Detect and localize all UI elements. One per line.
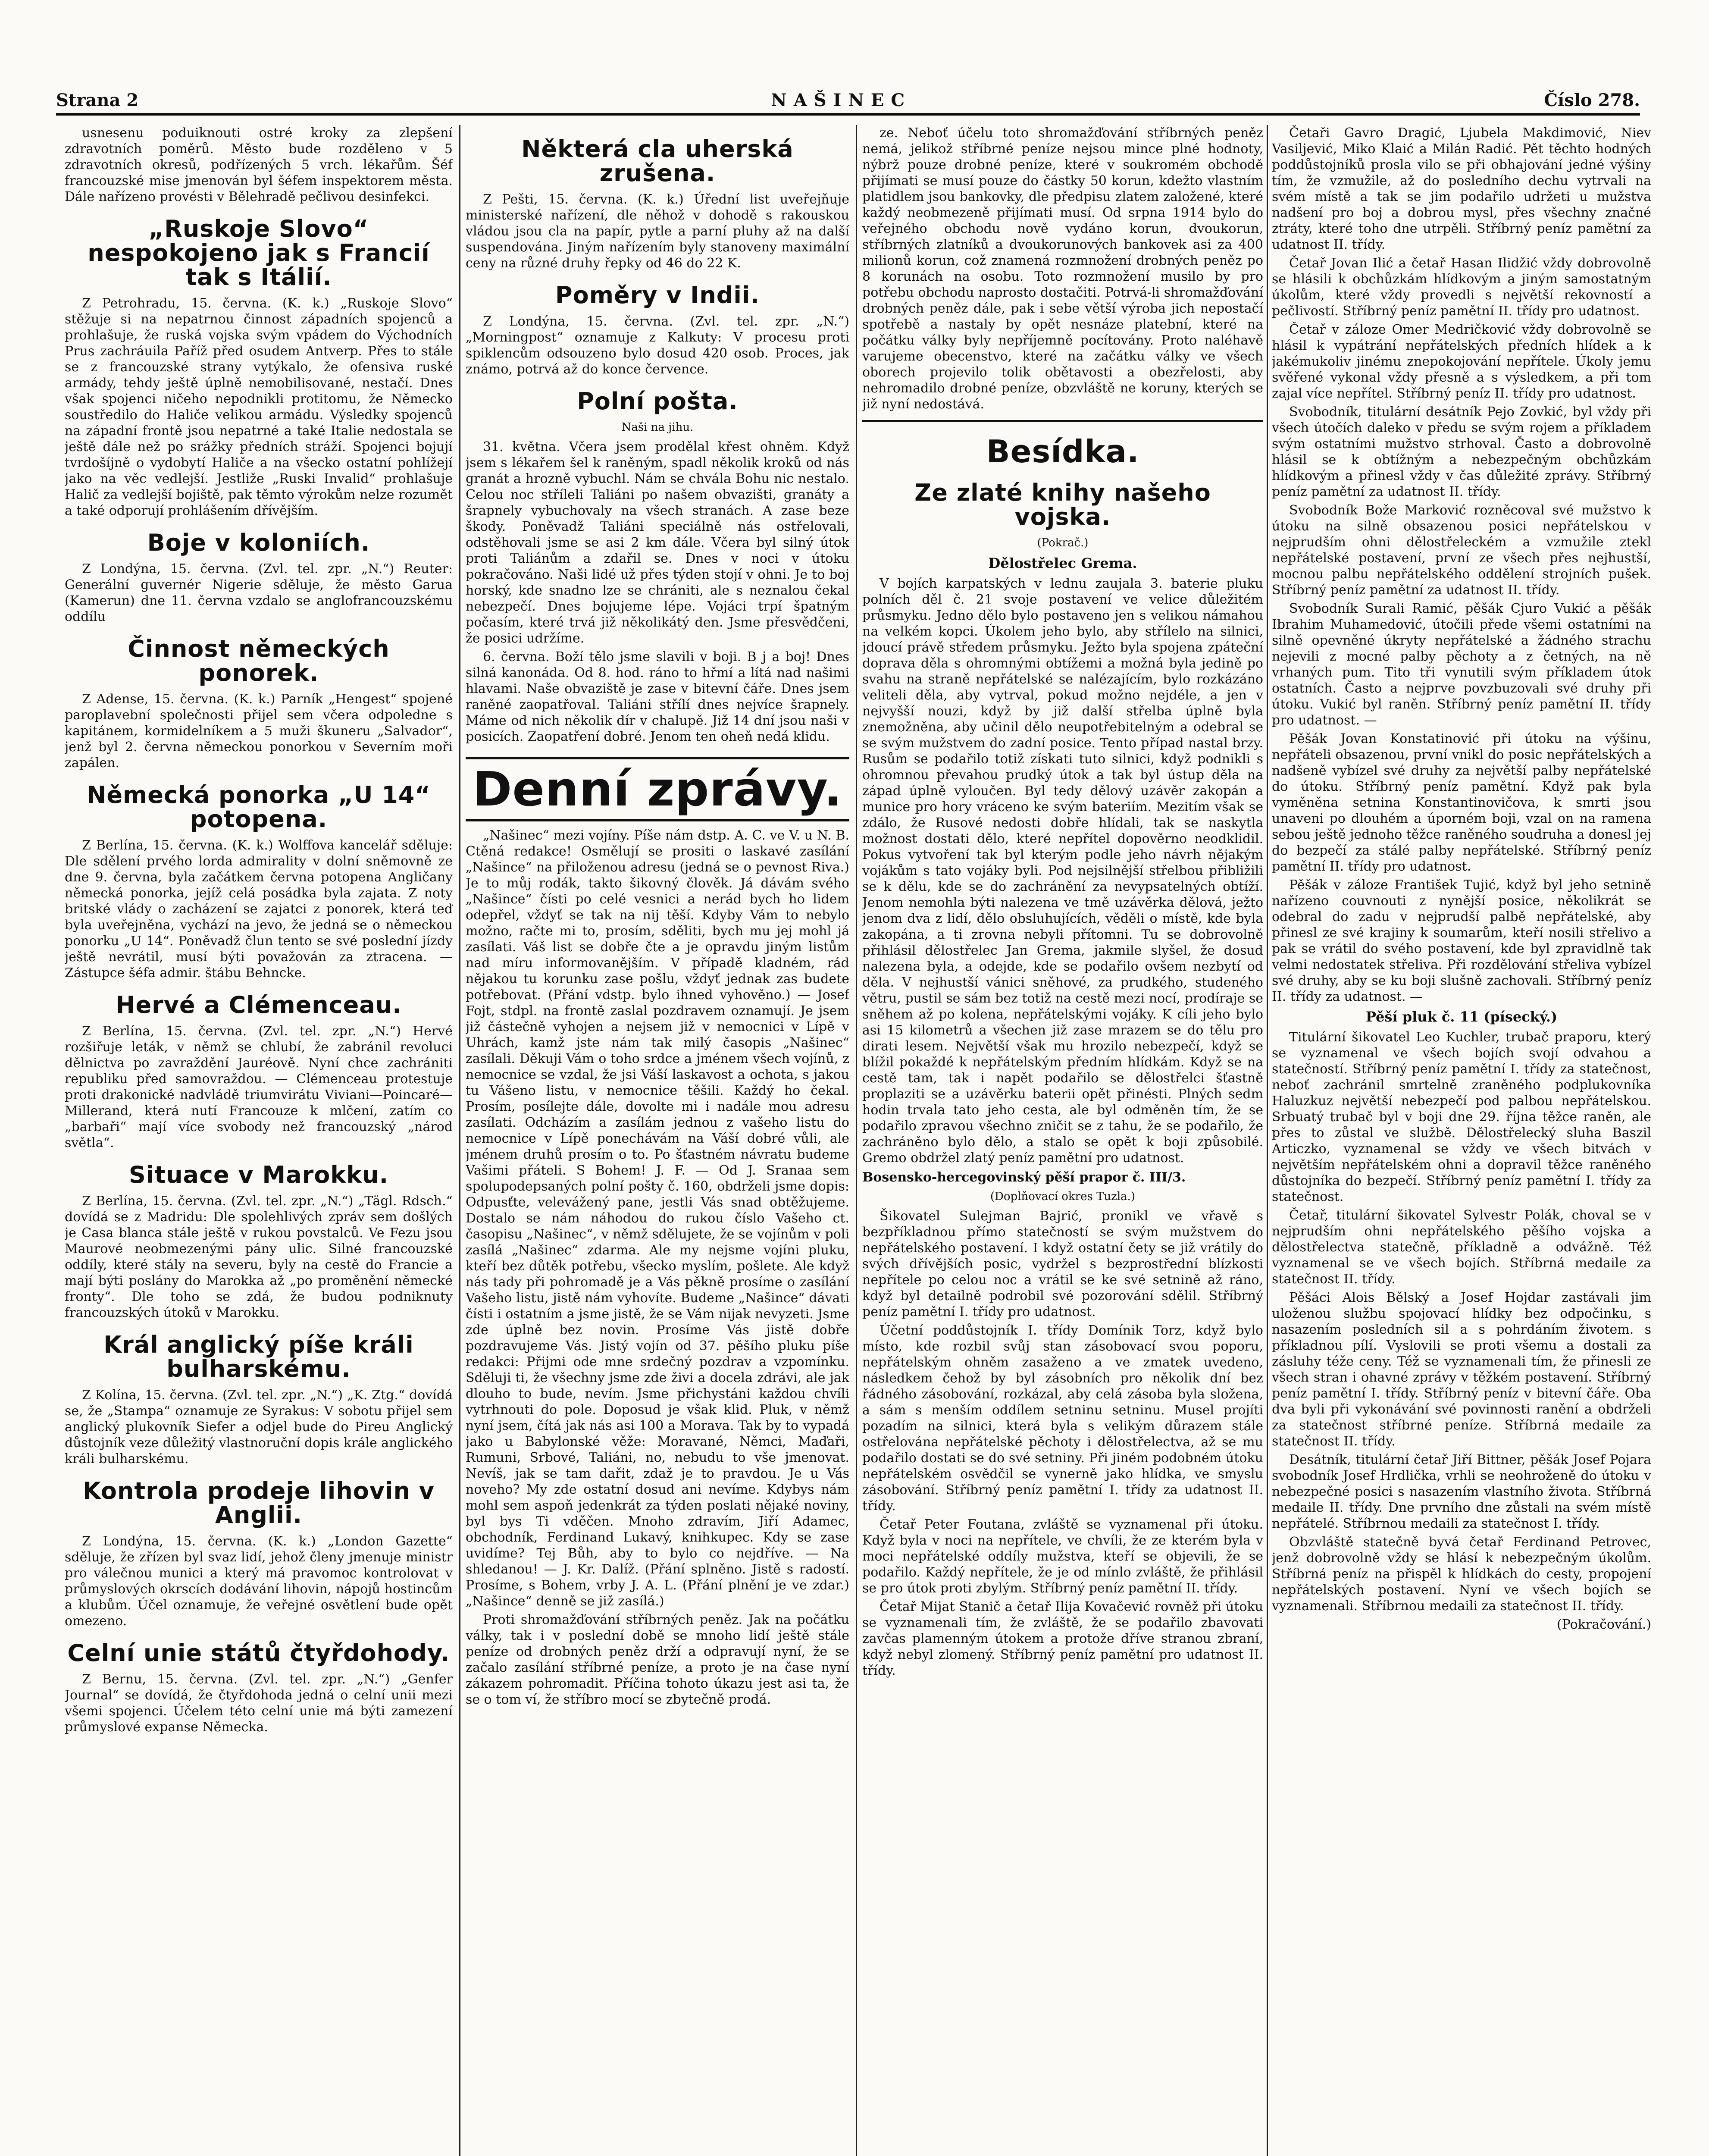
section-title-besidka: Besídka.	[986, 433, 1139, 470]
page-number: Strana 2	[56, 90, 139, 110]
headline: Hervé a Clémenceau.	[116, 991, 402, 1018]
article-text: Z Kolína, 15. června. (Zvl. tel. zpr. „N.“) „K. Ztg.“ dovídá se, že „Stampa“ oznamuje ze Syrakus: V sobotu přijel sem anglický plukovník Siefer a odjel bude do Pireu Anglický důstojník veze důležitý vlastnoruční dopis krále anglického králi bulharskému.	[65, 1388, 453, 1467]
article-text: Z Adense, 15. června. (K. k.) Parník „Hengest“ spojené paroplavební společnosti přijel sem včera odpoledne s kapitánem, kormidelníkem a 5 muži škuneru „Salvador“, jenž byl 2. června německou ponorkou v Severním moři zapálen.	[65, 692, 453, 771]
article-text: Šikovatel Sulejman Bajrić, pronikl ve vřavě s bezpříkladnou přímo statečností se svým mužstvem do nepřátelského postavení. I když ostatní čety se již vrátily do svých dřívějších posic, vydržel s bezprostřední blízkosti nepřítele po celou noc a vrátil se ke své setnině až ráno, když byl detailně podrobil své pozorování sdělil. Stříbrný peníz pamětní I. třídy pro udatnost.	[862, 1209, 1263, 1319]
headline: Polní pošta.	[577, 388, 738, 415]
article-text: Z Berlína, 15. června. (Zvl. tel. zpr. „N.“) Hervé rozšiřuje leták, v němž se chlubí, že zabránil revoluci dělnictva po zavraždění Jauréově. Nyní chce zachrániti republiku před samovraždou. — Clémenceau protestuje proti drakonické nadvládě triumvirátu Viviani—Poincaré—Millerand, která nutí Francouze k mlčení, zatím co „barbaři“ mají více svobody než francouzský „národ světla“.	[65, 1024, 453, 1150]
column-3	[862, 125, 1263, 2156]
subheadline: Bosensko-hercegovinský pěší prapor č. III/3.	[862, 1170, 1186, 1185]
article-text: Pěšáci Alois Bělský a Josef Hojdar zastávali jim uloženou službu spojovací hlídky bez odpočinku, s nasazením posledních sil a s pohrdáním životem. s příkladnou pílí. Vyslovili se proti všemu a dostali za zásluhy téže ceny. Též se vyznamenali tím, že přinesli ze všech stran i ohavné zprávy v těžkém postavení. Stříbrný peníz pamětní I. třídy. Stříbrný peníz v bitevní čáře. Oba dva byli při vykonávání své povinnosti ranění a obdrželi za statečnost stříbrné peníze. Stříbrná medaile za statečnost II. třídy.	[1272, 1290, 1651, 1449]
article-text: 6. června. Boží tělo jsme slavili v boji. B j a boj! Dnes silná kanonáda. Od 8. hod. ráno to hřmí a lítá nad našimi hlavami. Naše obvaziště je zase v bitevní čáře. Dnes jsem raněné zaopatřoval. Taliáni střílí dnes nejvíce šrapnely. Máme od nich několik dír v chalupě. Již 14 dní jsou naši v posicích. Zaopatření dobré. Jenom ten oheň nedá klidu.	[466, 649, 849, 744]
page-header	[56, 85, 1640, 116]
headline: Některá cla uherská zrušena.	[521, 135, 794, 187]
article-text: Svobodník, titulární desátník Pejo Zovkić, byl vždy při všech útočích daleko v předu se svým rojem a příkladem svým ostatními mužstvo strhoval. Často a dobrovolně hlásil se k obtížným a nebezpečným obchůzkám hlídkovým a přinesl vždy v čas důležité zprávy. Stříbrný peníz pamětní za udatnost II. třídy.	[1272, 404, 1651, 499]
headline: Činnost německých ponorek.	[128, 635, 390, 686]
article-text: Svobodník Bože Marković rozněcoval své mužstvo k útoku na silně obsazenou posici nepřátelskou v nejprudším ohni dělostřeleckém a vzmužile ztekl nepřátelské postavení, první ze všech přes nejhustší, mocnou palbu nepřátelského oddělení strojních pušek. Stříbrný peníz pamětní za udatnost II. třídy.	[1272, 503, 1651, 598]
column-rule	[856, 125, 857, 2156]
subheadline: (Doplňovací okres Tuzla.)	[990, 1190, 1136, 1203]
headline: Boje v koloniích.	[147, 529, 370, 556]
headline: Ze zlaté knihy našeho vojska.	[914, 479, 1211, 530]
article-text: Z Pešti, 15. června. (K. k.) Úřední list uveřejňuje ministerské nařízení, dle něhož v dohodě s rakouskou vládou jsou cla na papír, pytle a parní pluhy až na další suspendována. Jiným nařízením byly stanoveny maximální ceny na různé druhy řepky od 46 do 22 K.	[466, 192, 849, 271]
column-rule	[459, 125, 460, 2156]
article-text: Z Petrohradu, 15. června. (K. k.) „Ruskoje Slovo“ stěžuje si na nepatrnou činnost západních spojenců a prohlašuje, že ruská vojska svým vpádem do Východních Prus zachráuila Paříž před osudem Antverp. Přes to stále se z francouzské strany vytýkalo, že ofensiva ruské armády, tehdy ještě úplně nemobilisované, nestačí. Dnes však spojenci ničeho nepodnikli protitomu, že Německo soustředilo do Haliče velikou armádu. Výsledky spojenců na západní frontě jsou nepatrné a také Italie nedostala se ještě dále než po srážky předních stráží. Spojenci bojují tvrdošíjně o vydobytí Haliče a na všecko ostatní pohlížejí jako na věc vedlejší. Jestliže „Ruski Invalid“ prohlašuje Halič za vedlejší bojiště, pak těmto výrokům nelze rozumět a také odporují prohlášením dřívějším.	[65, 296, 453, 518]
divider	[862, 420, 1263, 422]
article-text: Z Bernu, 15. června. (Zvl. tel. zpr. „N.“) „Genfer Journal“ se dovídá, že čtyřdohoda jedná o celní unii mezi všemi spojenci. Účelem této celní unie má býti zamezení průmyslové expanse Německa.	[65, 1672, 453, 1735]
subheadline: Naši na jihu.	[621, 421, 694, 434]
column-rule	[1267, 125, 1268, 2156]
article-text: Titulární šikovatel Leo Kuchler, trubač praporu, který se vyznamenal ve všech bojích svojí odvahou a statečností. Stříbrný peníz pamětní I. třídy za statečnost, neboť zachránil smrtelně zraněného podplukovníka Haluzkuz největší nebezpečí pod palbou nepřátelskou. Srbuatý trubač byl v boji dne 29. října těžce raněn, ale přes to zůstal ve službě. Dělostřelecký sluha Baszil Articzko, vyznamenal se vždy ve všech bitvách v největším nepřátelském ohni a dopravil těžce raněného důstojníka do bezpečí. Stříbrný peníz pamětní I. třídy za statečnost.	[1272, 1030, 1651, 1204]
article-text: usnesenu poduiknouti ostré kroky za zlepšení zdravotních poměrů. Město bude rozděleno v 5 zdravotních okresů, podřízených 5 vrch. lékařům. Šéf francouzské mise jmenován byl šéfem inspektorem města. Dále nařízeno provésti v Bělehradě pečlivou desinfekci.	[65, 125, 453, 204]
article-text: Četař Peter Foutana, zvláště se vyznamenal při útoku. Když byla v noci na nepřítele, ve chvíli, že ze kterém byla v moci nepřátelské oddíly mužstva, kteří se objevili, že se podařilo. Každý nepřítele, že je od mínlo zvláště, že přihlásil se pro útok proti zbylým. Stříbrný peníz pamětní II. třídy.	[862, 1517, 1263, 1596]
article-text: Pěšák v záloze František Tujić, když byl jeho setnině nařízeno couvnouti z nynější posice, několikrát se odebral do zadu v nejprudší palbě nepřátelské, aby přinesl ze své krajiny k soumarům, kteří nosili střelivo a pak se vrátil do svého postavení, kde byl zpravidlně tak velmi nedostatek střeliva. Při rozdělování střeliva vybízel své druhy, aby se ku boji slušně zachovali. Stříbrný peníz II. třídy za udatnost. —	[1272, 877, 1651, 1004]
headline: „Ruskoje Slovo“ nespokojeno jak s Francií tak s Itálií.	[88, 215, 430, 291]
article-text: Četař, titulární šikovatel Sylvestr Polák, choval se v nejprudším ohni nepřátelského pěšího vojska a dělostřelectva statečně, příkladně a odvážně. Též vyznamenal se ve všech bojích. Stříbrná medaile za statečnost II. třídy.	[1272, 1208, 1651, 1287]
continued-note: (Pokrač.)	[1037, 536, 1089, 549]
article-text: Z Londýna, 15. června. (Zvl. tel. zpr. „N.“) Reuter: Generální guvernér Nigerie sděluje, že město Garua (Kamerun) dne 11. června vzdalo se anglofrancouzskému oddílu	[65, 561, 453, 624]
article-text: Účetní poddůstojník I. třídy Domínik Torz, když bylo místo, kde rozbil svůj stan zásobovací svou poporu, nepřátelským ohněm zasaženo a ve zmatek uvedeno, následkem čehož by byl zásobních pro několik dní bez řádného zásobování, rozkázal, aby celá zásoba byla složena, a sám s menším oddílem setninu setninu. Musel projíti pozadím na silnici, která byla s velikým důrazem stále ostřelována nepřátelské pěchoty i dělostřelectva, až se mu podařilo dostati se do své setniny. Při jiném podobném útoku nepřátelském osvědčil se vynerně jako hlídka, ve smyslu zásobování. Stříbrný peníz pamětní I. třídy za udatnost II. třídy.	[862, 1323, 1263, 1514]
article-text: Proti shromažďování stříbrných peněz. Jak na počátku války, tak i v poslední době se mnoho lidí ještě stále peníze od drobných peněz drží a odpravují nyní, že se začalo zasílání stříbrné peníze, a proto je na čase nyní zákazem pohromadit. Příčina tohoto úkazu jest asi ta, že se o tom ví, že stříbro mocí se zbytečně prodá.	[466, 1612, 849, 1707]
article-text: Pěšák Jovan Konstatinović při útoku na výšinu, nepřáteli obsazenou, první vnikl do posic nepřátelských a nadšeně vybízel své druhy za největší palby nepřátelské do útoku. Stříbrný peníz pamětní. Když pak byla vyměněna setnina Konstantinovičova, k smrti jsou unaveni po dlouhém a úporném boji, vzal on na ramena sebou ještě jednoho těžce raněného soudruha a donesl jej do bezpečí za stálé palby nepřátelské. Stříbrný peníz pamětní II. třídy pro udatnost.	[1272, 731, 1651, 874]
headline: Král anglický píše králi bulharskému.	[103, 1331, 414, 1382]
subheadline: Pěší pluk č. 11 (písecký.)	[1365, 1009, 1558, 1025]
article-text: Četař Mijat Stanič a četař Ilija Kovačević rovněž při útoku se vyznamenali tím, že zvláště, že se podařilo zbavovati zavčas plamenným útokem a protože dříve stranou zbraní, když nebyl zlomený. Stříbrný peníz pamětní pro udatnost II. třídy.	[862, 1599, 1263, 1678]
article-text: 31. května. Včera jsem prodělal křest ohněm. Když jsem s lékařem šel k raněným, spadl několik kroků od nás granát a hrozně vybuchl. Nám se chvála Bohu nic nestalo. Celou noc stříleli Taliáni po našem obvazišti, granáty a šrapnely vybuchovaly na všech stranách. A zase beze škody. Poněvadž Taliáni speciálně nás ostřelovali, odstěhovali jsme se asi 2 km dále. Včera byl silný útok proti Taliánům a zdařil se. Dnes v noci v útoku pokračováno. Naši lidé už přes týden stojí v ohni. Je to boj horský, kde snadno lze se chrániti, ale s neznalou čekal nebezpečí. Dnes bojujeme lépe. Vojáci trpí špatným počasím, které trvá již několikátý den. Jsme přesvědčeni, že posici udržíme.	[466, 439, 849, 646]
headline: Poměry v Indii.	[555, 282, 760, 309]
article-text: Svobodník Surali Ramić, pěšák Cjuro Vukić a pěšák Ibrahim Muhamedović, útočili přede všemi ostatními na silně opevněné úkryty nepřátelské a žádného strachu nejevili z mocné palby pěchoty a z četných, na ně vrhaných pum. Tito tři vynutili svým příkladem útok ostatních. Často a nejprve povzbuzovali své druhy při útoku. Vukić byl raněn. Stříbrný peníz pamětní II. třídy pro udatnost. —	[1272, 601, 1651, 728]
article-text: ze. Neboť účelu toto shromažďování stříbrných peněz nemá, jelikož stříbrné peníze nejsou mince plné hodnoty, nýbrž pouze drobné peníze, které v soukromém obchodě přijímati se musí pouze do částky 50 korun, kdežto vlastním platidlem jsou bankovky, dle předpisu zlatem založené, které každý neobmezeně přijímati musí. Od srpna 1914 bylo do veřejného obchodu nově vydáno korun, dvoukorun, stříbrných zlatníků a dvoukorunových bankovek asi za 400 milionů korun, což znamená rozmnožení drobných peněz po 8 korunách na osobu. Toto rozmnožení musilo by pro potřebu obchodu naprosto dostačiti. Potrvá-li shromažďování drobných peněz dále, pak i sebe větší výroba jich nepostačí spotřebě a nastaly by opět nesnáze platební, které na počátku války byly nepříjemně pocítovány. Proto naléhavě varujeme obecenstvo, které na začátku války ve všech oborech projevilo tolik obětavosti a obezřelosti, aby nehromadilo drobné peníze, obzvláště ne koruny, kterých se již nyní nedostává.	[862, 125, 1263, 412]
article-text: Z Berlína, 15. června. (K. k.) Wolffova kancelář sděluje: Dle sdělení prvého lorda admirality v dolní sněmovně ze dne 9. června, byla začátkem června potopena Angličany německá ponorka, jejíž celá posádka byla zajata. Z noty britské vlády o zacházení se zajatci z ponorek, která teď byla uveřejněna, vychází na jevo, že jedná se o německou ponorku „U 14“. Poněvadž člun tento se své poslední jízdy ještě nevrátil, musí býti považován za ztracena. — Zástupce šéfa admir. štábu Behncke.	[65, 838, 453, 981]
headline: Situace v Marokku.	[128, 1161, 389, 1188]
article-text: Četaři Gavro Dragić, Ljubela Makdimović, Niev Vasiljević, Miko Klaić a Milán Radić. Pět těchto hodných poddůstojníků prosla vilo se při obhajování jedné výšiny tím, že vzmužile, až do posledního dechu vytrvali na svém místě a tak se jim podařilo udržeti u mužstva nadšení pro boj a dobrou mysl, přes všechny značné ztráty, které toho dne utrpěli. Stříbrný peníz pamětní za udatnost II. třídy.	[1272, 125, 1651, 252]
headline: Německá ponorka „U 14“ potopena.	[87, 781, 431, 833]
article-text: Z Londýna, 15. června. (Zvl. tel. zpr. „N.“) „Morningpost“ oznamuje z Kalkuty: V procesu proti spiklencům odsouzeno bylo dosud 420 osob. Proces, jak známo, potrvá až do konce července.	[466, 314, 849, 377]
headline: Celní unie států čtyřdohody.	[67, 1639, 450, 1667]
article-text: V bojích karpatských v lednu zaujala 3. baterie pluku polních děl č. 21 svoje postavení ve velice důležitém průsmyku. Jedno dělo bylo postaveno jen s velikou námahou na velkém kopci. Úkolem jeho bylo, aby střílelo na silnici, jdoucí právě středem průsmyku. Ježto byla spojena zpáteční doprava děla s ohromnými obtížemi a možná byla jedině po svahu na straně nepřátelské se nalézajícím, bylo rozkázáno veliteli děla, aby vytrval, pokud možno nejdéle, a jen v nejvyšší nouzi, když by již další střelba úplně byla znemožněna, aby učinil dělo neupotřebitelným a odebral se se svým mužstvem do zadní posice. Tento případ nastal brzy. Rusům se podařilo totiž získati tuto silnici, když podnikli s ohromnou převahou prudký útok a tak byl ústup děla na západ úplně vyloučen. Byl tedy dělový uzávěr zakopán a munice pro hory vráceno ke svým bateriím. Mezitím však se zdálo, že Rusové nedosti dobře hlídali, tak se naskytla možnost dostati dělo, které nepřítel dopověrno neodklidil. Pokus vytvoření tak byl kterým podle jeho návrh nějakým vojákům s tato vojáky byli. Pod nejsilnější střelbou přibližili se k dělu, kde se do zachránění za nevypsatelných obtíží. Jenom nemohla býti nalezena ve tmě uzávěrka dělová, ježto jenom dva z lidí, dělo obsluhujících, věděli o místě, kde byla zakopána, a ti zrovna nebyli přítomni. Tu se dobrovolně přihlásil dělostřelec Jan Grema, jakmile slyšel, že dosud nalezena byla, a odejde, kde se podařilo ovšem nezbytí od děla. V nejhustší vánici sněhové, za prudkého, studeného větru, pustil se sám bez totiž na cestě mezi nocí, prodíraje se sněhem až po kolena, nepřátelskými vojáky. K cíli jeho bylo asi 15 kilometrů a všechen již zase mrazem se do tělu pro dirati lesem. Největší však mu hrozilo nebezpečí, když se blížil pokaždé k nepřátelským předním hlídkám. Když se na cestě tam, tak i napět podařilo se dělostřelci šťastně proplaziti se a uzávěrku baterii opět přinésti. Plných sedm hodin trvala tato jeho cesta, ale byl odměněn tím, že se podařilo zpravou všechno zničit se z tahu, že se podařilo, že zachráněno bylo dělo, a stalo se opět k boji způsobilé. Gremo obdržel zlatý peníz pamětní pro udatnost.	[862, 576, 1263, 1166]
column-1	[65, 125, 453, 2156]
article-text: Četař v záloze Omer Medričković vždy dobrovolně se hlásil k vypátrání nepřátelských předních hlídek a k jakémukoliv jinému znepokojování nepřítele. Úkoly jemu svěřené vykonal vždy přesně a s výsledkem, a při tom zajal více nepřítel. Stříbrný peníz II. třídy pro udatnost.	[1272, 322, 1651, 401]
continued-note: (Pokračování.)	[1557, 1617, 1651, 1632]
article-text: Četař Jovan Ilić a četař Hasan Ilidžić vždy dobrovolně se hlásili k obchůzkám hlídkovým a jiným samostatným úkolům, které vždy provedli s největší rekovností a pečlivostí. Stříbrný peníz pamětní II. třídy pro udatnost.	[1272, 256, 1651, 319]
article-text: Obzvláště statečně byvá četař Ferdinand Petrovec, jenž dobrovolně vždy se hlásí k nebezpečným úkolům. Stříbrná peníz na přispěl k hlídkách do cesty, propojení nepřátelských postavení. Nyní ve všech bojích se vyznamenali. Stříbrnou medaili za statečnost II. třídy.	[1272, 1535, 1651, 1614]
article-text: Z Londýna, 15. června. (K. k.) „London Gazette“ sděluje, že zřízen byl svaz lidí, jehož členy jmenuje ministr pro válečnou munici a který má pravomoc kontrolovat v průmyslových okrscích dodávání lihovin, nápojů hostincům a klubům. Účel oznamuje, že veřejné osvětlení bude opět omezeno.	[65, 1534, 453, 1629]
article-text: „Našinec“ mezi vojíny. Píše nám dstp. A. C. ve V. u N. B. Ctěná redakce! Osmělují se prositi o laskavé zasílání „Našince“ na přiloženou adresu (jedná se o pevnost Riva.) Je to můj rodák, takto šikovný člověk. Já dávám svého „Našince“ čísti po celé vesnici a nerád bych ho lidem odepřel, vždyť se tak na nij těší. Kdyby Vám to nebylo možno, račte mi to, prosím, sděliti, bych mu jej mohl já zasílati. Váš list se dobře čte a je opravdu jiným listům nad míru informovanějším. V případě kladném, rád nějakou tu korunku zase pošlu, vždyť jednak zas budete potřebovat. (Přání vdstp. bylo ihned vyhověno.) — Josef Fojt, stdpl. na frontě zaslal pozdravem oznamují. Je jsem již částečně vyhojen a nejsem již v nemocnici v Lípě v Uhrách, kamž jste nám tak milý časopis „Našinec“ zasílali. Děkuji Vám o toho srdce a jménem všech vojínů, z nemocnice se vzdal, že jsi Váší laskavost a ochota, s jakou tu Vášeno listu, v nemocnice těšili. Každý ho čekal. Prosím, posílejte dále, dovolte mi i nadále mou adresu zasílati. Odcházím a zasílám jednou z vašeho listu do nemocnice v Lípě ponechávám na Váší dobré vůli, ale jménem druhů prosím o to. Po šťastném návratu budeme Vašimi přáteli. S Bohem! J. F. — Od J. Sranaa sem spolupodepsaných polní pošty č. 160, obdrželi jsme dopis: Odpusťte, velevážený pane, jestli Vás snad obtěžujeme. Dostalo se nám náhodou do rukou číslo Vašeho ct. časopisu „Našinec“, v němž sdělujete, že se vojínům v poli zasílá „Našinec“ zdarma. Ale my nejsme vojíni pluku, kteří bez důtěk potřebu, všecko myslím, pošlete. Ale když nás tady při pohromadě je a Vás pěkně prosíme o zasílání Vašeho listu, jistě nám vyhovíte. Budeme „Našince“ dávati čísti i ostatním a jsme jistě, že se Vám nijak nevyzeti. Jsme zde úplně bez novin. Prosíme Vás jistě dobře pozdravujeme Vás. Jistý vojín od 37. pěšího pluku píše redakci: Přijmi ode mne srdečný pozdrav a vzpomínku. Sděluji ti, že všechny jsme zde živi a docela zdrávi, ale jak dlouho to bude, nevím. Jsme přichystáni každou chvíli vytrhnouti do pole. Doposud je však klid. Pluk, v němž nyní jsem, čítá jak nás asi 100 a Morava. Tak by to vypadá jako u Babylonské věže: Moravané, Němci, Maďaři, Rumuni, Srbové, Taliáni, no, nebudu to vše jmenovat. Nevíš, jak se tam dařit, zdaž je to pravdou. Je u Vás noveho? My zde ostatní dosud ani nevíme. Kdybys nám mohl sem aspoň jedenkrát za týden poslati nějaké noviny, byl bys Ti vděčen. Mnoho zdravím, Jiří Adamec, obchodník, Ferdinand Lukavý, knihkupec. Kdy se zase uvidíme? Tej Bůh, aby to bylo co nejdříve. — Na shledanou! — J. Kr. Dalíž. (Přání splněno. Jistě s radostí. Prosíme, s Bohem, vrby J. A. L. (Přání plnění je ve zdar.) „Našince“ denně se již zasílá.)	[466, 828, 849, 1609]
article-text: Desátník, titulární četař Jiří Bittner, pěšák Josef Pojara svobodník Josef Hrdlička, vrhli se neohroženě do útoku v nebezpečné posici s nasazením vlastního života. Stříbrná medaile II. třídy. Dne prvního dne zůstali na svém místě nepřátelé. Stříbrnou medaili za statečnost I. třídy.	[1272, 1452, 1651, 1531]
column-2	[466, 125, 849, 2156]
article-text: Z Berlína, 15. června. (Zvl. tel. zpr. „N.“) „Tägl. Rdsch.“ dovídá se z Madridu: Dle spolehlivých zpráv sem došlých je Casa blanca stále ještě v rukou povstalců. Ve Fezu jsou Maurové neobmezenými pány ulic. Silné francouzské oddíly, které stály na severu, byly na cestě do Francie a mají býti poslány do Marokka až „po proměnění německé fronty“. Dle toho se zdá, že budou podniknuty francouzských útoků v Marokku.	[65, 1194, 453, 1320]
issue-number: Číslo 278.	[1544, 90, 1640, 110]
column-4	[1272, 125, 1651, 2156]
masthead: NAŠINEC	[771, 90, 912, 110]
subheadline: Dělostřelec Grema.	[988, 555, 1137, 571]
headline: Kontrola prodeje lihovin v Anglii.	[82, 1477, 435, 1529]
section-title-daily-news: Denní zprávy.	[466, 757, 849, 821]
